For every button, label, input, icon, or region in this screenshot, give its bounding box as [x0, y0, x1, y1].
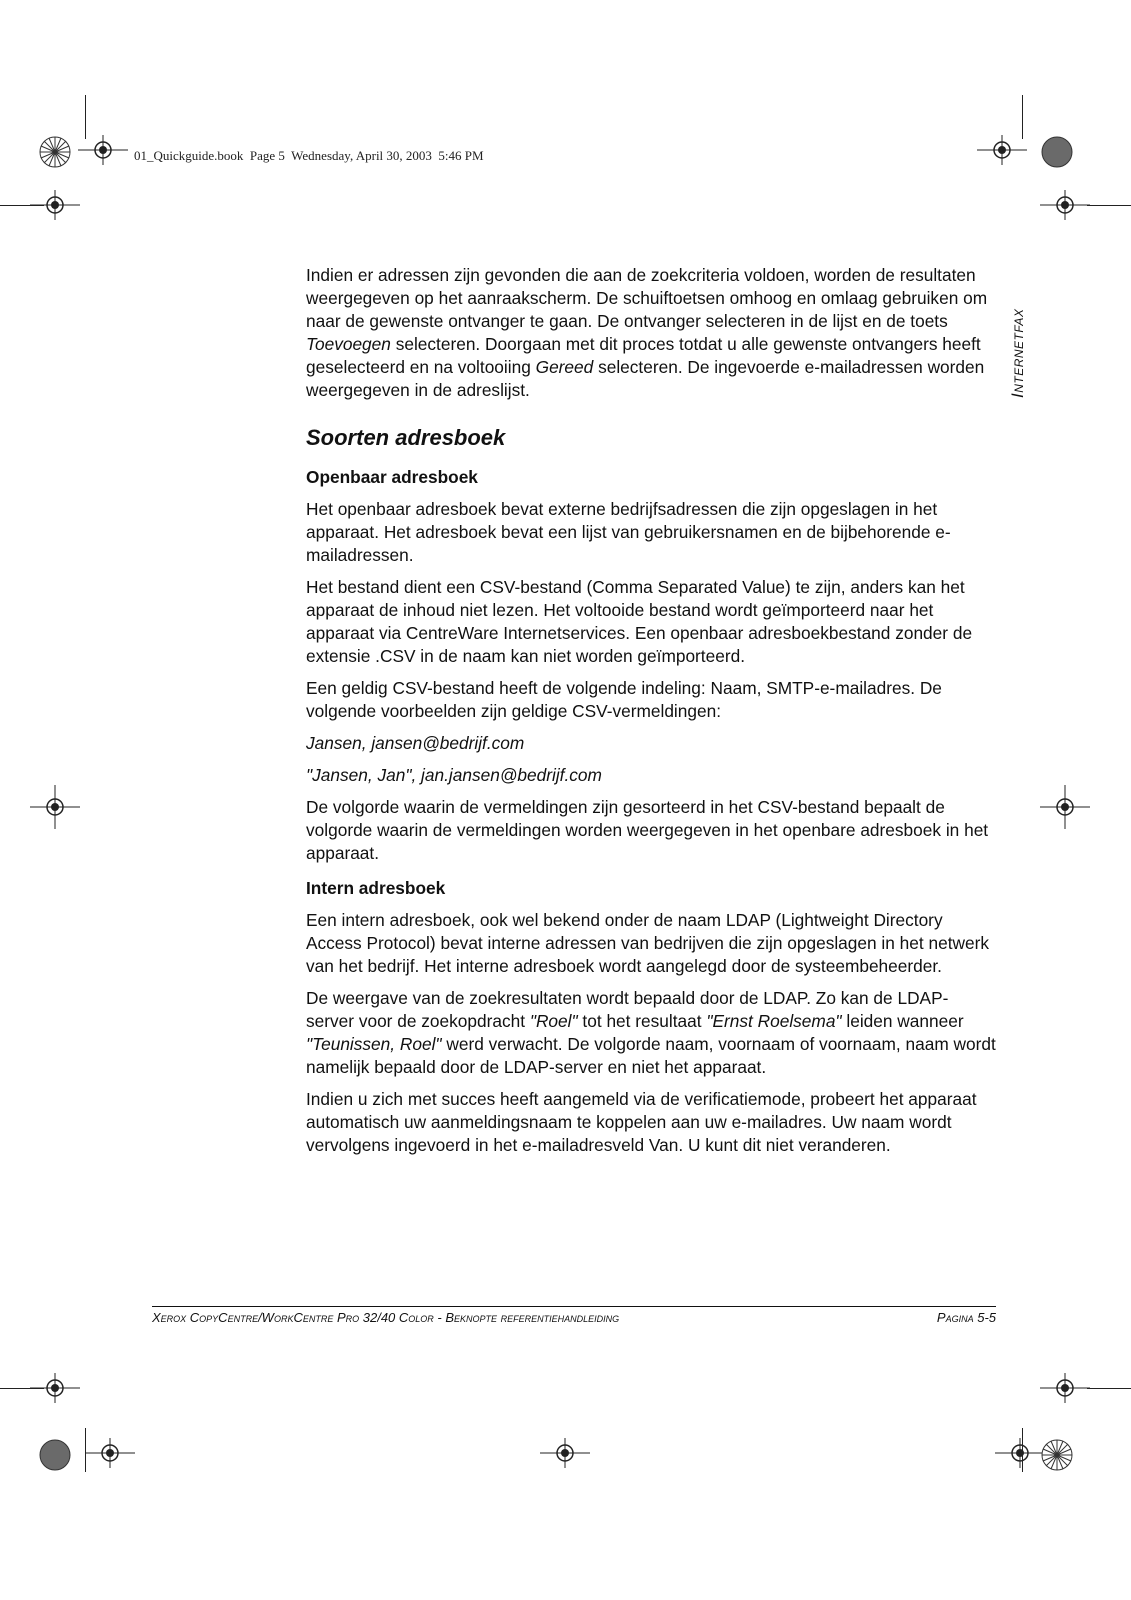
internal-text: tot het resultaat [577, 1011, 707, 1031]
footer-title [152, 1310, 619, 1325]
gray-circle-icon [38, 1438, 72, 1472]
footer-title-text: Xerox CopyCentre/WorkCentre Pro 32/40 Color - Beknopte referentiehandleiding [152, 1310, 620, 1325]
registration-target-icon [1040, 1373, 1090, 1403]
page-number [937, 1310, 996, 1325]
internal-text: De weergave van de zoekresultaten wordt bepaald door de LDAP. Zo kan de LDAP-server voor de zoekopdracht [306, 988, 949, 1031]
public-paragraph-3: Een geldig CSV-bestand heeft de volgende indeling: Naam, SMTP-e-mailadres. De volgende voorbeelden zijn geldige CSV-vermeldingen: [306, 678, 942, 721]
public-addressbook-heading: Openbaar adresboek [306, 467, 478, 487]
button-name-toevoegen: Toevoegen [306, 334, 391, 354]
starburst-icon [1040, 1438, 1074, 1472]
csv-example-1: Jansen, jansen@bedrijf.com [306, 733, 525, 753]
registration-target-icon [30, 190, 80, 220]
button-name-gereed: Gereed [535, 357, 594, 377]
intro-text: selecteren. Doorgaan met dit proces totdat u alle gewenste ontvangers heeft geselecteerd en na voltooiing [306, 334, 981, 377]
side-tab-internetfax [1008, 309, 1028, 398]
internal-text: leiden wanneer [841, 1011, 964, 1031]
page-number-text: Pagina 5-5 [936, 1310, 996, 1325]
example-query: "Roel" [529, 1011, 578, 1031]
starburst-icon [38, 135, 72, 169]
registration-target-icon [995, 1438, 1045, 1468]
intro-text: selecteren. De ingevoerde e-mailadressen worden weergegeven in de adreslijst. [306, 357, 985, 400]
crop-line [85, 95, 86, 139]
example-result: "Ernst Roelsema" [706, 1011, 842, 1031]
internal-text: werd verwacht. De volgorde naam, voornaam of voornaam, naam wordt namelijk bepaald door de LDAP-server en niet het apparaat. [306, 1034, 996, 1077]
internal-paragraph-2 [306, 987, 996, 1079]
footer-rule [152, 1306, 996, 1307]
gray-circle-icon [1040, 135, 1074, 169]
registration-target-icon [30, 1373, 80, 1403]
internal-addressbook-heading: Intern adresboek [306, 878, 446, 898]
internal-paragraph-1: Een intern adresboek, ook wel bekend onder de naam LDAP (Lightweight Directory Access Protocol) bevat interne adressen van bedrijven die zijn opgeslagen in het netwerk van het bedrijf. Het interne adresboek wordt aangelegd door de systeembeheerder. [306, 910, 990, 976]
registration-target-icon [1040, 785, 1090, 829]
public-paragraph-2: Het bestand dient een CSV-bestand (Comma Separated Value) te zijn, anders kan het apparaat de inhoud niet lezen. Het voltooide bestand wordt geïmporteerd naar het apparaat via CentreWare Internetservices. Een openbaar adresboekbestand zonder de extensie .CSV in de naam kan niet worden geïmporteerd. [306, 577, 973, 666]
public-paragraph-4: De volgorde waarin de vermeldingen zijn gesorteerd in het CSV-bestand bepaalt de volgorde waarin de vermeldingen worden weergegeven in het openbare adresboek in het apparaat. [306, 797, 989, 863]
internal-paragraph-3: Indien u zich met succes heeft aangemeld via de verificatiemode, probeert het apparaat automatisch uw aanmeldingsnaam te koppelen aan uw e-mailadres. Uw naam wordt vervolgens ingevoerd in het e-mailadresveld Van. U kunt dit niet veranderen. [306, 1089, 977, 1155]
registration-target-icon [85, 1438, 135, 1468]
example-expected: "Teunissen, Roel" [306, 1034, 442, 1054]
side-tab-label: Internetfax [1008, 308, 1027, 398]
book-header: 01_Quickguide.book Page 5 Wednesday, April 30, 2003 5:46 PM [134, 148, 484, 163]
registration-target-icon [977, 135, 1027, 165]
crop-line [1087, 205, 1131, 206]
csv-example-2: "Jansen, Jan", jan.jansen@bedrijf.com [306, 765, 602, 785]
section-title: Soorten adresboek [306, 425, 506, 450]
page-content [306, 264, 996, 1166]
registration-target-icon [540, 1438, 590, 1468]
registration-target-icon [30, 785, 80, 829]
public-paragraph-1: Het openbaar adresboek bevat externe bedrijfsadressen die zijn opgeslagen in het apparaat. Het adresboek bevat een lijst van gebruikersnamen en de bijbehorende e-mailadressen. [306, 499, 951, 565]
intro-paragraph [306, 264, 996, 402]
registration-target-icon [1040, 190, 1090, 220]
crop-line [1022, 95, 1023, 139]
registration-target-icon [78, 135, 128, 165]
intro-text: Indien er adressen zijn gevonden die aan de zoekcriteria voldoen, worden de resultaten weergegeven op het aanraakscherm. De schuiftoetsen omhoog en omlaag gebruiken om naar de gewenste ontvanger te gaan. De ontvanger selecteren in de lijst en de toets [306, 265, 988, 331]
crop-line [1087, 1388, 1131, 1389]
